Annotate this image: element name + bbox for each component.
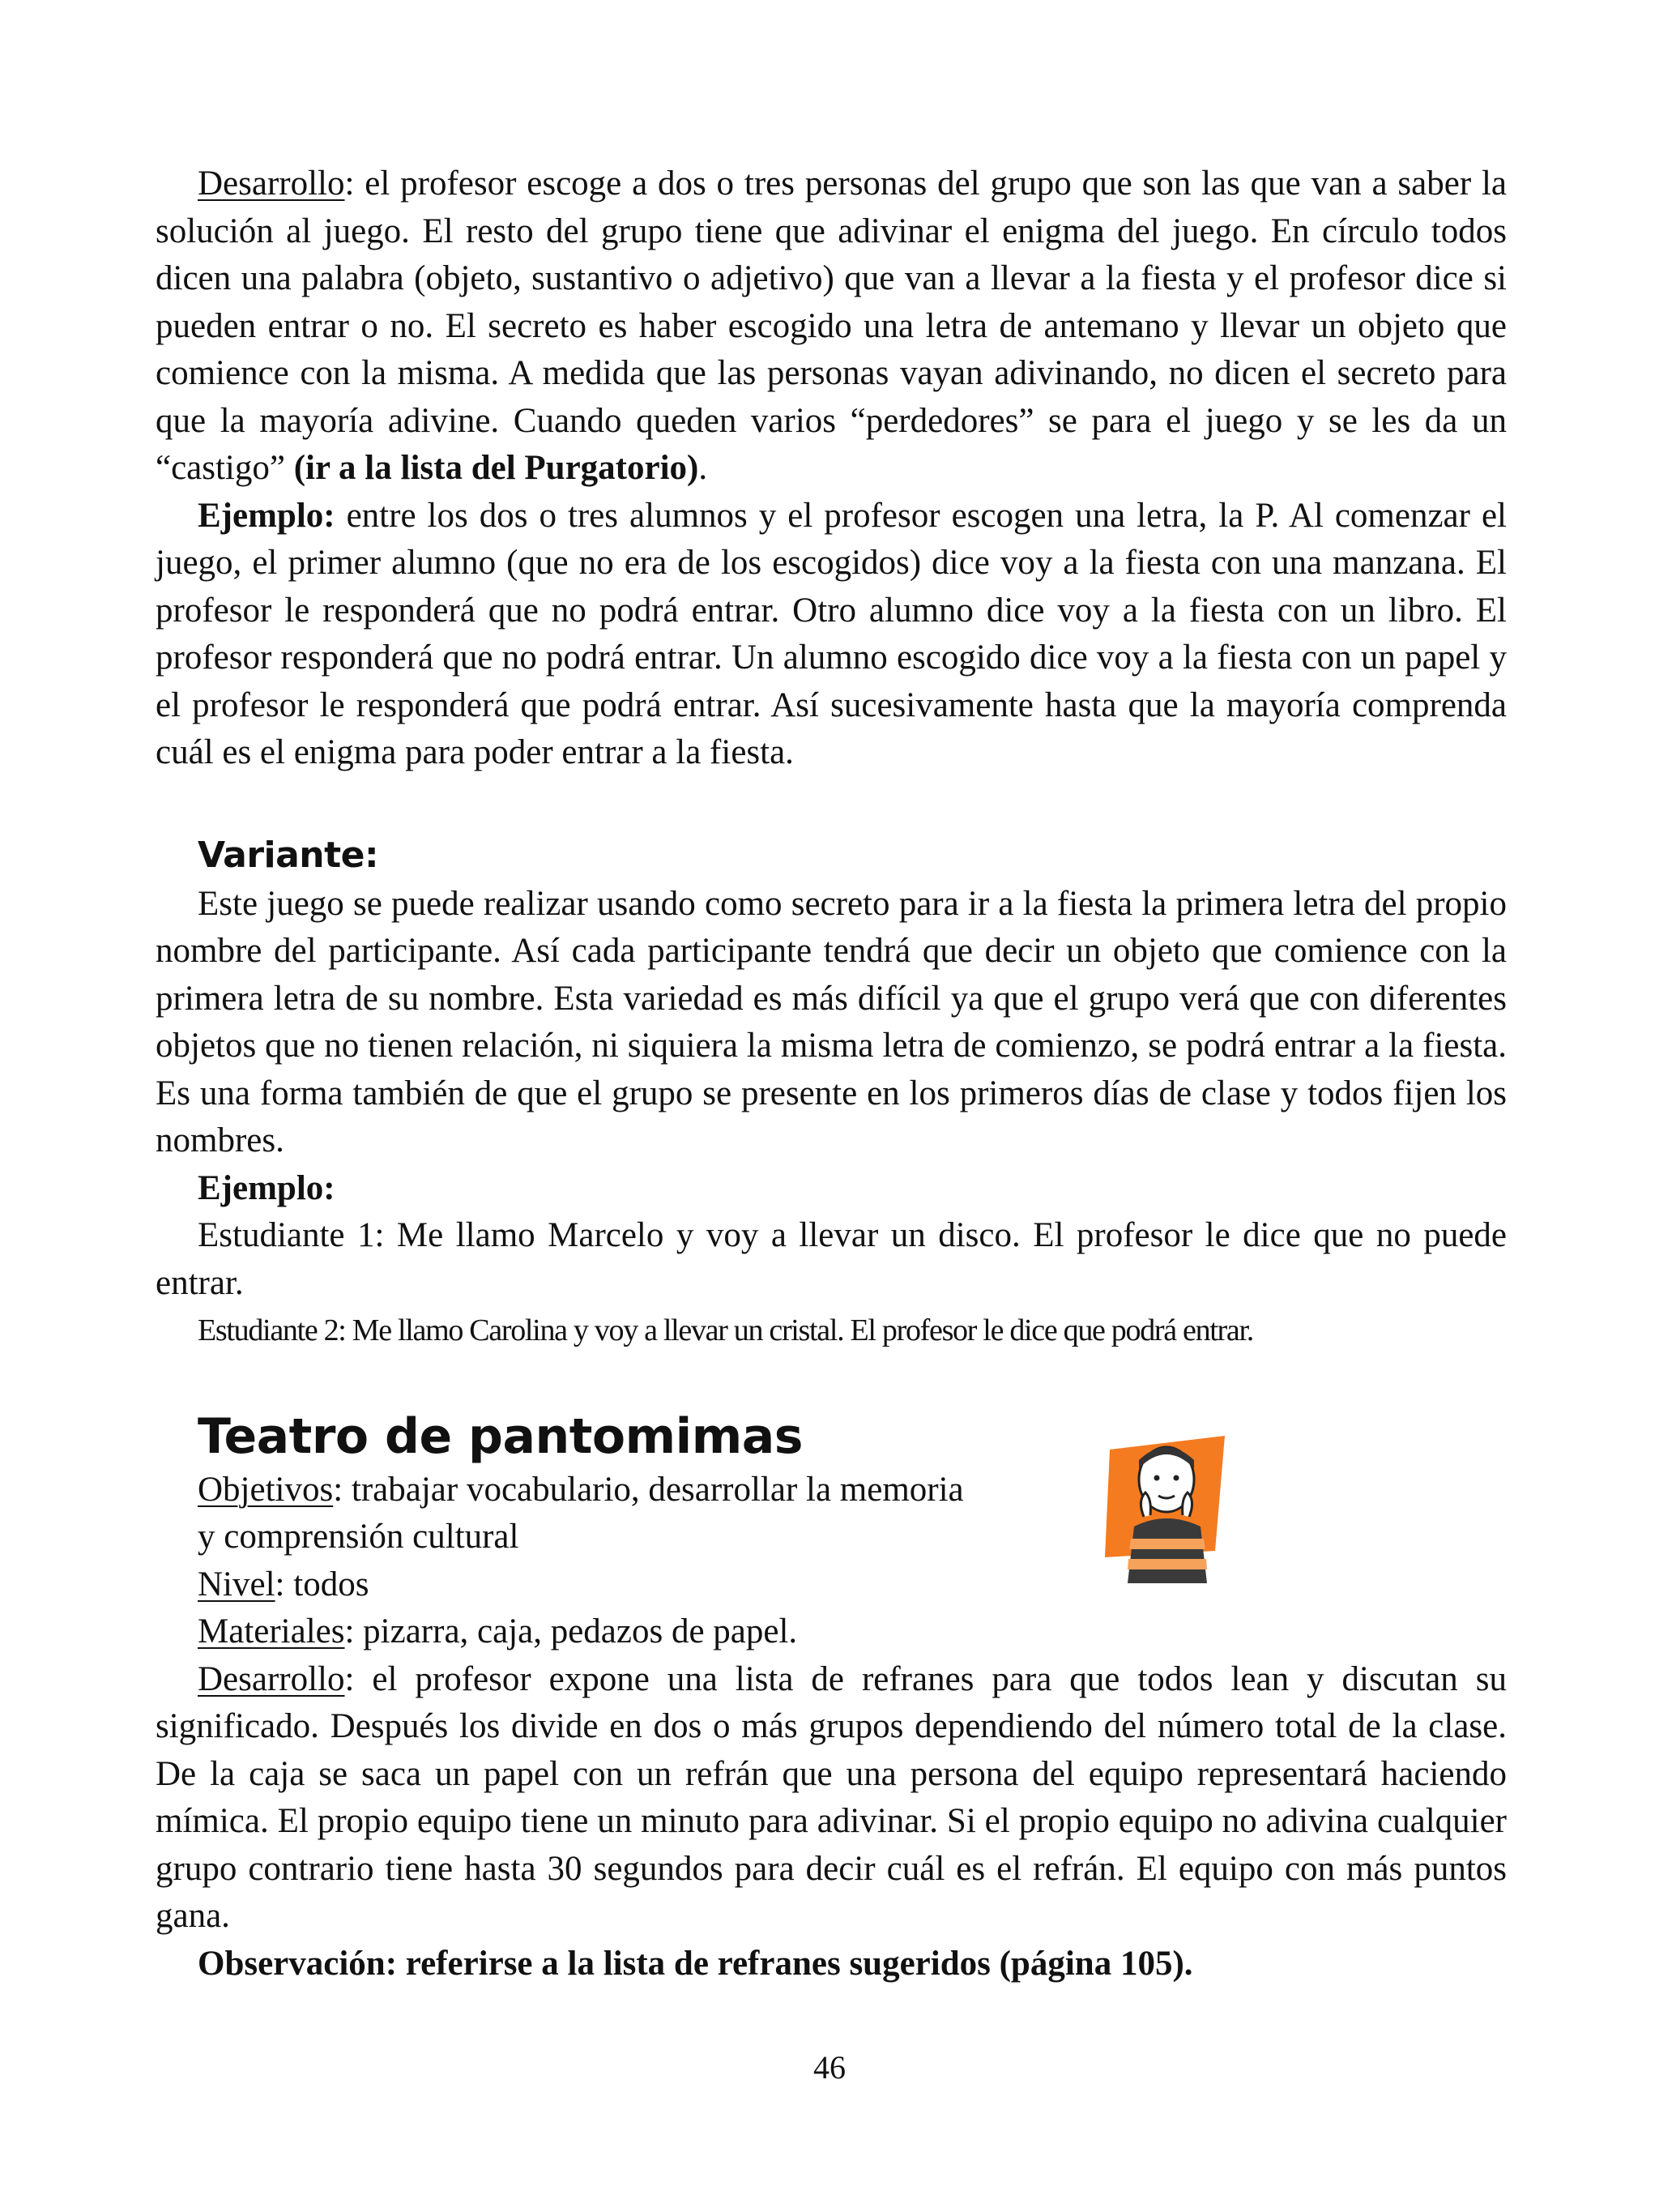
- nivel-label: Nivel: [198, 1565, 275, 1603]
- nivel-text: : todos: [275, 1565, 369, 1603]
- teatro-info: [156, 1467, 1507, 1656]
- ejemplo2-label: Ejemplo:: [198, 1168, 335, 1207]
- objetivos-line-2: y comprensión cultural: [198, 1518, 519, 1556]
- materiales-text: : pizarra, caja, pedazos de papel.: [344, 1612, 798, 1650]
- variante-heading: Variante:: [198, 834, 379, 876]
- estudiante2-line: Estudiante 2: Me llamo Carolina y voy a llevar un cristal. El profesor le dice que podrá entrar.: [198, 1313, 1253, 1347]
- materiales-line: [156, 1608, 1507, 1656]
- desarrollo-paragraph: [156, 160, 1507, 493]
- nivel-line: [156, 1561, 1507, 1609]
- objetivos-text: : trabajar vocabulario, desarrollar la memoria: [333, 1470, 964, 1509]
- objetivos-label: Objetivos: [198, 1470, 334, 1509]
- desarrollo-text: : el profesor escoge a dos o tres personas del grupo que son las que van a saber la solución al juego. El resto del grupo tiene que adivinar el enigma del juego. En círculo todos dicen una palabra (objeto, sustantivo o adjetivo) que van a llevar a la fiesta y el profesor dice si pueden entrar o no. El secreto es haber escogido una letra de antemano y llevar un objeto que comience con la misma. A medida que las personas vayan adivinando, no dicen el secreto para que la mayoría adivine. Cuando queden varios “perdedores” se para el juego y se les da un “castigo”: [156, 164, 1507, 487]
- teatro-desarrollo-label: Desarrollo: [198, 1659, 345, 1698]
- mime-boy-icon: [1102, 1429, 1231, 1583]
- ejemplo-paragraph: [156, 493, 1507, 777]
- teatro-desarrollo-text: : el profesor expone una lista de refranes para que todos lean y discutan su significado. Después los divide en dos o más grupos dependiendo del número total de la clase. De la caja se saca un papel con un refrán que una persona del equipo representará haciendo mímica. El propio equipo tiene un minuto para adivinar. Si el propio equipo no adivina cualquier grupo contrario tiene hasta 30 segundos para decir cuál es el refrán. El equipo con más puntos gana.: [156, 1659, 1507, 1935]
- variante-paragraph: Este juego se puede realizar usando como secreto para ir a la fiesta la primera letra del propio nombre del participante. Así cada participante tendrá que decir un objeto que comience con la primera letra de su nombre. Esta variedad es más difícil ya que el grupo verá que con diferentes objetos que no tienen relación, ni siquiera la misma letra de comienzo, se podrá entrar a la fiesta. Es una forma también de que el grupo se presente en los primeros días de clase y todos fijen los nombres.: [156, 884, 1507, 1159]
- section-title: Teatro de pantomimas: [198, 1407, 803, 1465]
- page-content: [156, 160, 1507, 1988]
- observacion-line: Observación: referirse a la lista de refranes sugeridos (página 105).: [198, 1944, 1193, 1983]
- purgatorio-reference: (ir a la lista del Purgatorio): [293, 449, 699, 487]
- materiales-label: Materiales: [198, 1612, 345, 1650]
- ejemplo-label: Ejemplo:: [198, 496, 335, 535]
- ejemplo-text: entre los dos o tres alumnos y el profesor escogen una letra, la P. Al comenzar el juego, el primer alumno (que no era de los escogidos) dice voy a la fiesta con una manzana. El profesor le responderá que no podrá entrar. Otro alumno dice voy a la fiesta con un libro. El profesor responderá que no podrá entrar. Un alumno escogido dice voy a la fiesta con un papel y el profesor le responderá que podrá entrar. Así sucesivamente hasta que la mayoría comprenda cuál es el enigma para poder entrar a la fiesta.: [156, 496, 1507, 771]
- teatro-desarrollo-paragraph: [156, 1656, 1507, 1941]
- objetivos-line: [156, 1467, 1507, 1514]
- desarrollo-end: .: [698, 449, 708, 487]
- desarrollo-label: Desarrollo: [198, 164, 345, 203]
- page-number: 46: [813, 2049, 846, 2086]
- estudiante1-line: Estudiante 1: Me llamo Marcelo y voy a llevar un disco. El profesor le dice que no puede entrar.: [156, 1216, 1507, 1302]
